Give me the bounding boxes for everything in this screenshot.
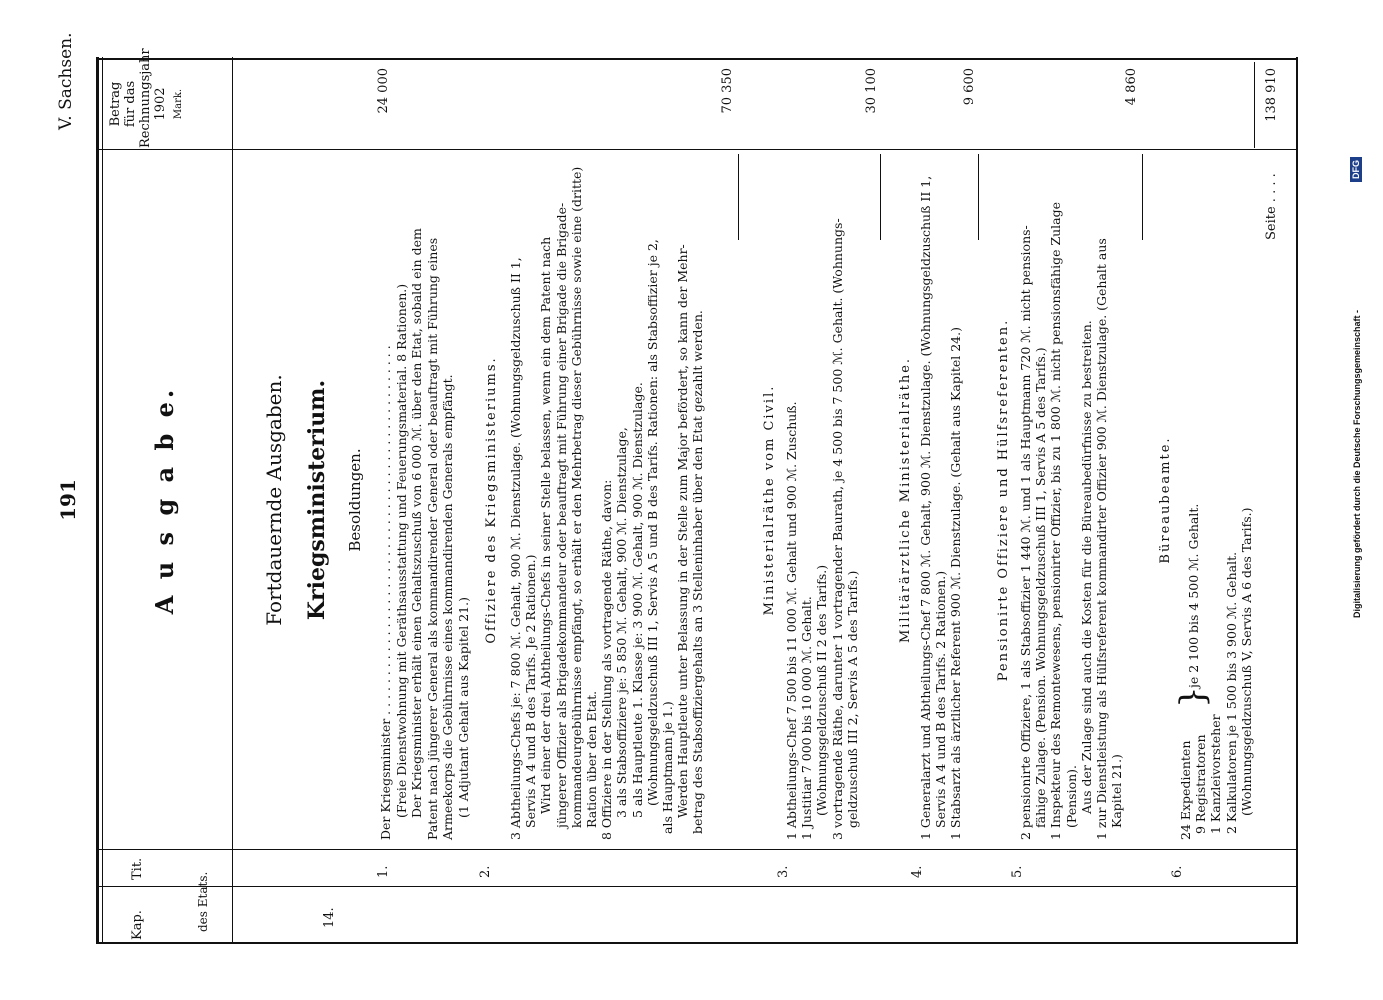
row-6-tit: 6.	[1170, 865, 1185, 878]
row-3-amount: 30 100	[864, 68, 879, 114]
page-title: A u s g a b e.	[150, 385, 179, 615]
row-1-tit: 1.	[376, 865, 391, 878]
row-5-heading: Pensionirte Offiziere und Hülfsreferenten.	[996, 318, 1011, 682]
column-rule-right	[96, 58, 1298, 60]
row-1-text: Der Kriegsminister . . . . . . . . . . . . . . . . . . . . . . . . . . . . . . . . . . . . . . . . . . . . . . . (Freie Dienstwohnung mit Geräthsausstattung und Feuerungsmaterial. 8 Rationen.) Der Kriegsminister erhält einen Gehaltszuschuß von 6 000 ℳ. über den Etat, sobald ein dem Patent nach jüngerer General als kommandirender General oder beauftragt mit Führung eines Armeekorps die Gebührnisse eines kommandirenden Generals empfängt. (1 Adjutant Gehalt aus Kapitel 21.)	[378, 228, 471, 840]
row-5-tit: 5.	[1010, 865, 1025, 878]
row-3-sum-rule	[880, 154, 881, 240]
header-des-etats: des Etats.	[196, 871, 210, 932]
header-tit: Tit.	[130, 857, 145, 880]
row-6-brace-text: je 2 100 bis 4 500 ℳ. Gehalt.	[1186, 503, 1201, 688]
row-4-tit: 4.	[910, 865, 925, 878]
row-1-amount: 24 000	[376, 68, 391, 114]
kapitel-number: 14.	[322, 907, 337, 928]
header-row-rule	[232, 57, 233, 944]
row-5-amount: 4 860	[1124, 68, 1139, 106]
row-4-sum-rule	[978, 154, 979, 240]
section-besoldungen: Besoldungen.	[346, 448, 364, 552]
header-kap: Kap.	[130, 910, 145, 940]
dfg-logo: DFG	[1350, 157, 1362, 182]
footer-note: Digitalisierung gefördert durch die Deutsche Forschungsgemeinschaft -	[1352, 309, 1362, 618]
row-4-heading: Militärärztliche Ministerialräthe.	[898, 356, 913, 644]
row-5-text: 2 pensionirte Offiziere, 1 als Stabsoffizier 1 440 ℳ. und 1 als Hauptmann 720 ℳ. nicht pensions- fähige Zulage. (Pension. Wohnungsgeldzuschuß III 1, Servis A 5 des Tarifs.) 1 Inspekteur des Remontewesens, pensionirter Offizier, bis zu 1 800 ℳ. nicht pensionsfähige Zulage (Pension). Aus der Zulage sind auch die Kosten für die Büreaubedürfnisse zu bestreiten. 1 zur Dienstleistung als Hülfsreferent kommandirter Offizier 900 ℳ. Dienstzulage. (Gehalt aus Kapitel 21.)	[1018, 201, 1125, 840]
row-6-heading: Büreaubeamte.	[1158, 436, 1173, 564]
row-3-tit: 3.	[776, 865, 791, 878]
row-2-amount: 70 350	[720, 68, 735, 114]
header-betrag: Betrag für das Rechnungsjahr 1902 Mark.	[108, 48, 184, 148]
country-header: V. Sachsen.	[56, 32, 76, 130]
section-fortdauernde: Fortdauernde Ausgaben.	[262, 374, 286, 626]
table-top-rule	[96, 57, 99, 944]
row-2-sum-rule	[738, 154, 739, 240]
row-4-amount: 9 600	[962, 68, 977, 106]
seite-label: Seite . . . .	[1264, 173, 1279, 240]
section-ministerium: Kriegsministerium.	[304, 379, 330, 621]
column-rule-left	[96, 942, 1298, 944]
row-5-sum-rule	[1142, 154, 1143, 240]
page-number: 191	[56, 479, 80, 521]
row-3-heading: Ministerialräthe vom Civil.	[762, 384, 777, 616]
row-2-text: 3 Abtheilungs-Chefs je: 7 800 ℳ. Gehalt, 900 ℳ. Dienstzulage. (Wohnungsgeldzuschuß II 1, Servis A 4 und B des Tarifs. Je 2 Rationen.) Wird einer der drei Abtheilungs-Chefs in seiner Stelle belassen, wenn ein dem Patent nach jüngerer Offizier als Brigadekommandeur oder beauftragt mit Führung einer Brigade die Brigade- kommandeurgebührnisse empfängt, so erhält er den Mehrbetrag dieser Gebührnisse sowie eine (dritte) Ration über den Etat. 8 Offiziere in der Stellung als vortragende Räthe, davon: 3 als Stabsoffiziere je: 5 850 ℳ. Gehalt, 900 ℳ. Dienstzulage, 5 als Hauptleute 1. Klasse je: 3 900 ℳ. Gehalt, 900 ℳ. Dienstzulage. (Wohnungsgeldzuschuß III 1, Servis A 5 und B des Tarifs. Rationen: als Stabsoffizier je 2, als Hauptmann je 1.) Werden Hauptleute unter Belassung in der Stelle zum Major befördert, so kann der Mehr- betrag des Stabsoffiziergehalts an 3 Stelleninhaber über den Etat gezahlt werden.	[508, 166, 706, 840]
seite-amount: 138 910	[1264, 68, 1279, 122]
row-4-text: 1 Generalarzt und Abtheilungs-Chef 7 800 ℳ. Gehalt, 900 ℳ. Dienstzulage. (Wohnungsgeldzuschuß II 1, Servis A 4 und B des Tarifs. 2 Rationen.) 1 Stabsarzt als ärztlicher Referent 900 ℳ. Dienstzulage. (Gehalt aus Kapitel 24.)	[918, 175, 964, 840]
row-2-heading: Offiziere des Kriegsministeriums.	[484, 356, 499, 644]
row-3-text: 1 Abtheilungs-Chef 7 500 bis 11 000 ℳ. Gehalt und 900 ℳ. Zuschuß. 1 Justitiar 7 000 bis 10 000 ℳ. Gehalt. (Wohnungsgeldzuschuß II 2 des Tarifs.) 3 vortragende Räthe, darunter 1 vortragender Baurath, je 4 500 bis 7 500 ℳ. Gehalt. (Wohnungs- geldzuschuß III 2, Servis A 5 des Tarifs.)	[784, 218, 860, 840]
column-rule-kap	[96, 886, 1298, 887]
row-2-tit: 2.	[478, 865, 493, 878]
table-bottom-rule	[1296, 57, 1298, 944]
row-6-brace: }	[1173, 686, 1213, 708]
row-6-text: 24 Expedienten 9 Registratoren 1 Kanzleivorsteher 2 Kalkulatoren je 1 500 bis 3 900 ℳ. Gehalt. (Wohnungsgeldzuschuß V, Servis A 6 des Tarifs.)	[1178, 507, 1254, 840]
seite-sum-rule	[1254, 62, 1255, 148]
